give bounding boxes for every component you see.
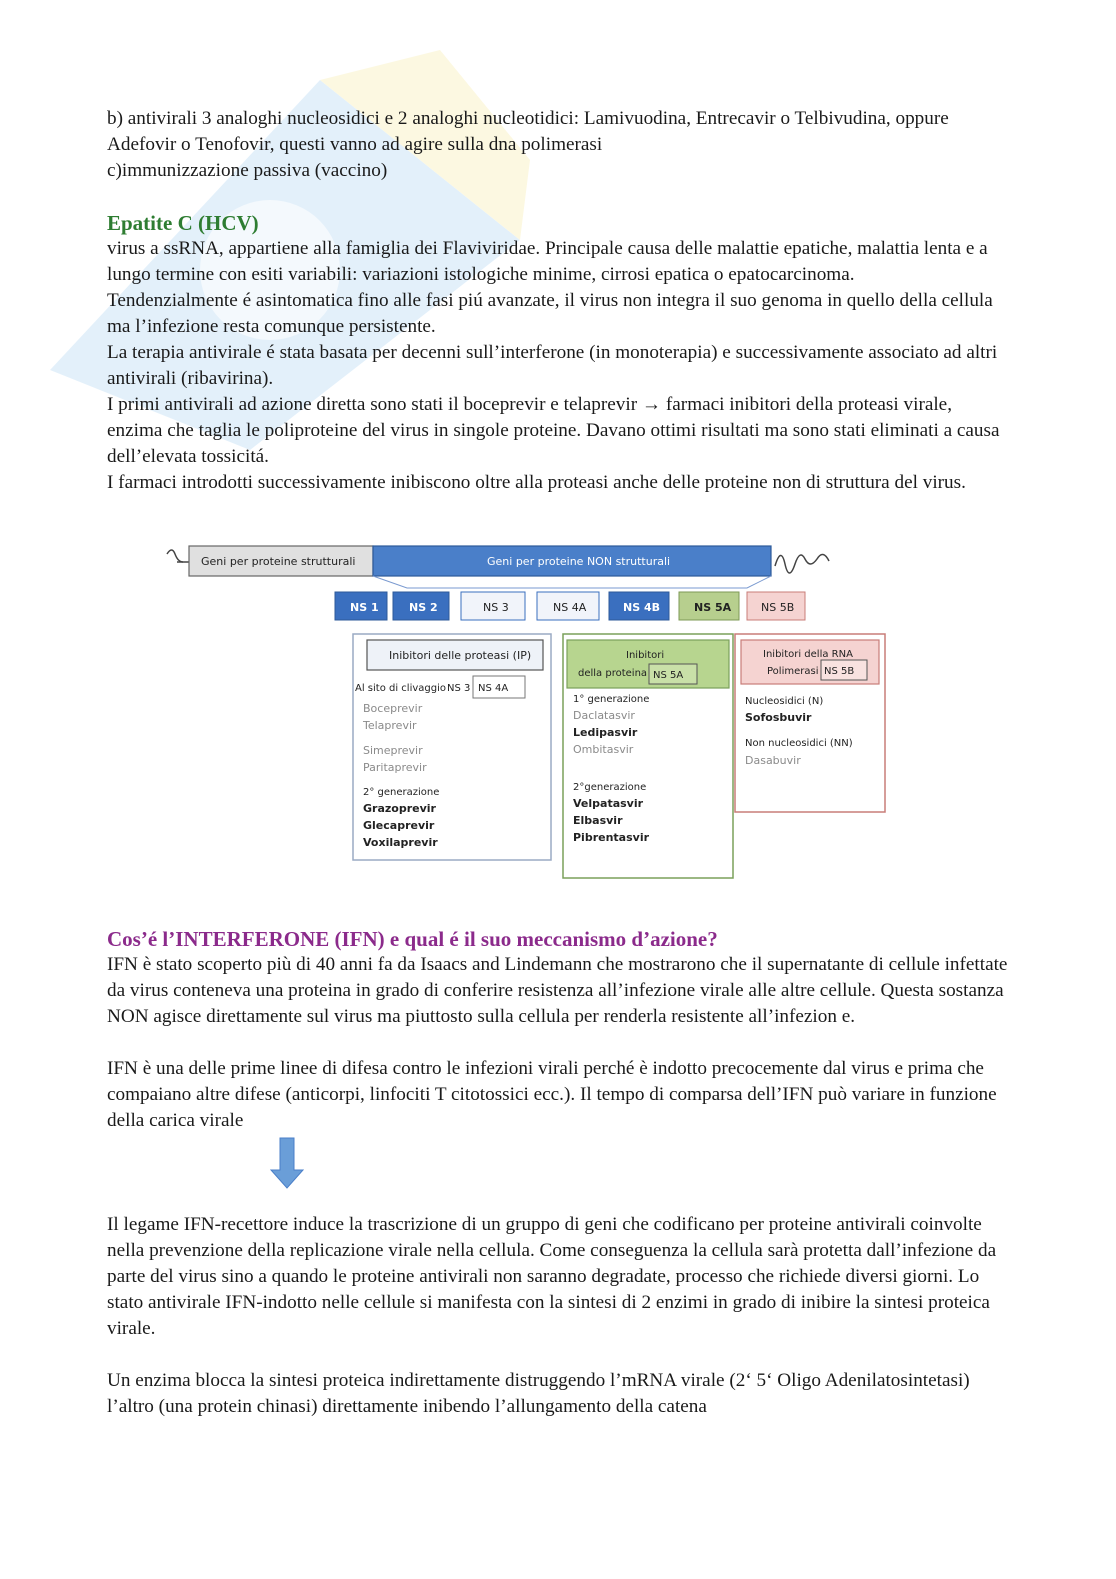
ns5a-title-box: NS 5A <box>653 670 684 681</box>
ns5a-title-line2: della proteina <box>578 668 648 679</box>
ifn-paragraph: IFN è una delle prime linee di difesa contro le infezioni virali perché è indotto precocemente dal virus e prima che compaiano altre difese (anticorpi, linfociti T citotossici ecc.). Il tempo di comparsa dell’IFN può variare in funzione della carica virale <box>107 1058 997 1131</box>
ip-title: Inibitori delle proteasi (IP) <box>389 649 532 662</box>
ns-box-label: NS 3 <box>483 601 509 614</box>
drug-name: Daclatasvir <box>573 709 635 722</box>
ns-box-label: NS 4B <box>623 601 660 614</box>
ns-box <box>393 592 449 620</box>
drug-name: Ledipasvir <box>573 726 638 739</box>
ns-box-label: NS 5B <box>761 601 795 614</box>
ifn-paragraph: Il legame IFN-recettore induce la trascrizione di un gruppo di geni che codificano per proteine antivirali coinvolte nella prevenzione della replicazione virale nella cellula. Come conseguenza la cellula sarà protetta dall’infezione da parte del virus sino a quando le proteine antivirali non saranno degradate, processo che richiede diversi giorni. Lo stato antivirale IFN-indotto nelle cellule si manifesta con la sintesi di 2 enzimi in grado di inibire la sintesi proteica virale. <box>107 1214 997 1339</box>
rna-title-line2: Polimerasi <box>767 666 819 677</box>
drug-name: Voxilaprevir <box>363 836 438 849</box>
drug-name: Simeprevir <box>363 744 423 757</box>
down-arrow-wrapper <box>107 1134 1012 1212</box>
ifn-paragraph: Un enzima blocca la sintesi proteica indirettamente distruggendo l’mRNA virale (2‘ 5‘ Oligo Adenilatosintetasi) l’altro (una protein chinasi) direttamente inibendo l’allungamento della catena <box>107 1370 970 1417</box>
drug-name: Sofosbuvir <box>745 711 812 724</box>
drug-name: Grazoprevir <box>363 802 436 815</box>
drug-name: Ombitasvir <box>573 743 634 756</box>
hcv-paragraph: I farmaci introdotti successivamente inibiscono oltre alla proteasi anche delle proteine non di struttura del virus. <box>107 472 966 493</box>
ns5a-inhibitors-panel <box>563 634 733 878</box>
ifn-paragraph: IFN è stato scoperto più di 40 anni fa da Isaacs and Lindemann che mostrarono che il supernatante di cellule infettate da virus conteneva una proteina in grado di conferire resistenza all’infezione virale alle altre cellule. Questa sostanza NON agisce direttamente sul virus ma piuttosto sulla cellula per renderla resistente all’infezion e. <box>107 954 1008 1027</box>
drug-name: Telaprevir <box>363 719 417 732</box>
drug-name: Glecaprevir <box>363 819 435 832</box>
paragraph-antivirals: b) antivirali 3 analoghi nucleosidici e 2 analoghi nucleotidici: Lamivuodina, Entrecavir o Telbivudina, oppure Adefovir o Tenofovir, questi vanno ad agire sulla dna polimerasi <box>107 108 949 155</box>
rna-nn-label: Non nucleosidici (NN) <box>745 738 853 749</box>
ip-site-box-1: NS 3 <box>447 683 471 694</box>
ns-box <box>461 592 525 620</box>
rna-title-line1: Inibitori della RNA <box>763 649 853 660</box>
ns-box <box>335 592 387 620</box>
hcv-paragraph: Tendenzialmente é asintomatica fino alle fasi piú avanzate, il virus non integra il suo genoma in quello della cellula ma l’infezione resta comunque persistente. <box>107 290 993 337</box>
ifn-heading: Cos’é l’INTERFERONE (IFN) e qual é il suo meccanismo d’azione? <box>107 927 718 951</box>
ip-gen2-label: 2° generazione <box>363 787 440 798</box>
ns-box-label: NS 2 <box>409 601 438 614</box>
drug-name: Velpatasvir <box>573 797 644 810</box>
rna-n-label: Nucleosidici (N) <box>745 696 824 707</box>
down-arrow-icon <box>267 1134 307 1194</box>
nonstructural-genes-bar <box>373 546 771 576</box>
rna-title-box: NS 5B <box>824 666 855 677</box>
protease-inhibitors-panel <box>353 634 551 860</box>
hcv-heading: Epatite C (HCV) <box>107 211 259 235</box>
hcv-paragraph: La terapia antivirale é stata basata per decenni sull’interferone (in monoterapia) e successivamente associato ad altri antivirali (ribavirina). <box>107 342 998 389</box>
rna-squiggle-left <box>167 550 183 562</box>
drug-name: Dasabuvir <box>745 754 801 767</box>
ip-site-label: Al sito di clivaggio <box>355 683 447 694</box>
paragraph-vaccine: c)immunizzazione passiva (vaccino) <box>107 160 388 181</box>
structural-genes-bar <box>189 546 373 576</box>
ns-box <box>537 592 599 620</box>
structural-genes-label: Geni per proteine strutturali <box>201 555 356 568</box>
nonstructural-genes-label: Geni per proteine NON strutturali <box>487 555 671 568</box>
drug-name: Boceprevir <box>363 702 423 715</box>
ns5a-gen2-label: 2°generazione <box>573 782 647 793</box>
ns-box-label: NS 5A <box>694 601 732 614</box>
ns-box <box>609 592 669 620</box>
ns-box <box>679 592 739 620</box>
drug-name: Paritaprevir <box>363 761 427 774</box>
ns-box-label: NS 1 <box>350 601 379 614</box>
ns5a-gen1-label: 1° generazione <box>573 694 650 705</box>
ns-box-label: NS 4A <box>553 601 587 614</box>
ns5a-title-line1: Inibitori <box>626 650 665 661</box>
rna-polymerase-inhibitors-panel <box>735 634 885 812</box>
hcv-paragraph: virus a ssRNA, appartiene alla famiglia dei Flaviviridae. Principale causa delle malattie epatiche, malattia lenta e a lungo termine con esiti variabili: variazioni istologiche minime, cirrosi epatica o epatocarcinoma. <box>107 238 988 285</box>
hcv-paragraph: I primi antivirali ad azione diretta sono stati il boceprevir e telaprevir → farmaci inibitori della proteasi virale, enzima che taglia le poliproteine del virus in singole proteine. Davano ottimi risultati ma sono stati eliminati a causa dell’elevata tossicitá. <box>107 394 1000 467</box>
ns-box <box>747 592 805 620</box>
hcv-genome-diagram <box>107 496 1012 926</box>
drug-name: Elbasvir <box>573 814 623 827</box>
document-page <box>107 106 1012 1420</box>
rna-squiggle-right <box>775 554 829 573</box>
ip-site-box-2: NS 4A <box>478 683 509 694</box>
drug-name: Pibrentasvir <box>573 831 650 844</box>
